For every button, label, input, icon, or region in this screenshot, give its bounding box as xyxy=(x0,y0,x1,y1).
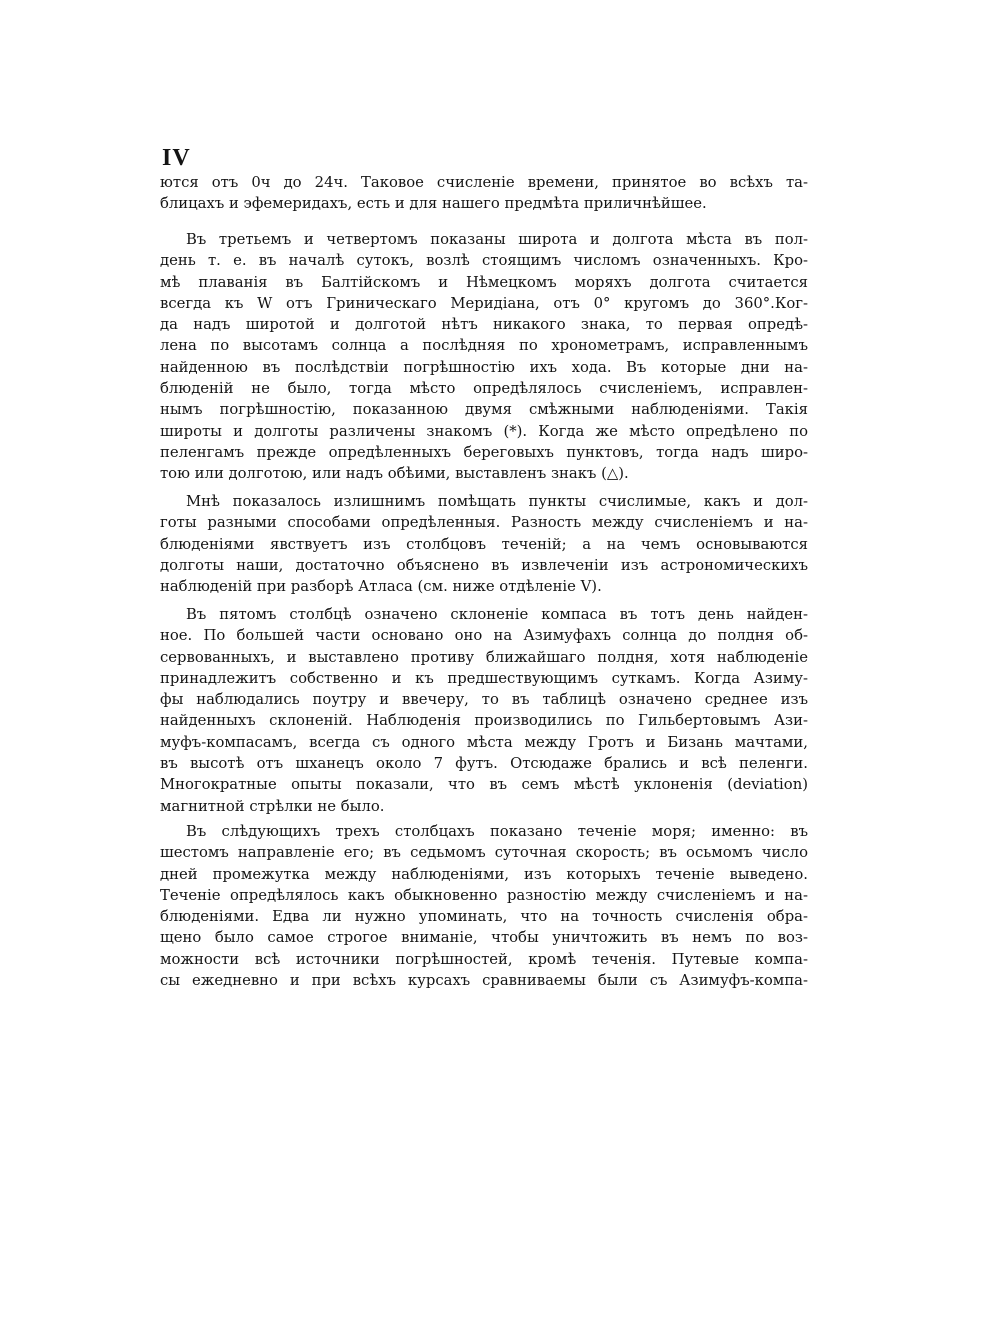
text-line: ются отъ 0ч до 24ч. Таковое счисленіе времени, принятое во всѣхъ та- xyxy=(160,174,808,191)
text-line: всегда къ W отъ Гриническаго Меридіана, отъ 0° кругомъ до 360°.Ког- xyxy=(160,294,808,312)
text-line: да надъ широтой и долготой нѣтъ никакого знака, то первая опредѣ- xyxy=(160,316,808,334)
text-line: найденныхъ склоненій. Наблюденія производились по Гильбертовымъ Ази- xyxy=(160,712,808,730)
text-line: сы ежедневно и при всѣхъ курсахъ сравниваемы были съ Азимуфъ-компа- xyxy=(160,972,808,990)
text-line: магнитной стрѣлки не было. xyxy=(160,797,385,815)
text-line: пеленгамъ прежде опредѣленныхъ береговыхъ пунктовъ, тогда надъ широ- xyxy=(160,443,808,461)
text-line: тою или долготою, или надъ обѣими, выставленъ знакъ (△). xyxy=(160,465,629,483)
text-line: Теченіе опредѣлялось какъ обыкновенно разностію между счисленіемъ и на- xyxy=(160,886,808,904)
text-line: блюденіями явствуетъ изъ столбцовъ теченій; а на чемъ основываются xyxy=(160,535,808,553)
text-line: въ высотѣ отъ шханецъ около 7 футъ. Отсюдаже брались и всѣ пеленги. xyxy=(160,755,808,773)
paragraph-1 xyxy=(160,172,808,215)
text-line: день т. е. въ началѣ сутокъ, возлѣ стоящимъ числомъ означенныхъ. Кро- xyxy=(160,252,808,270)
text-line: Въ пятомъ столбцѣ означено склоненіе компаса въ тотъ день найден- xyxy=(186,606,808,623)
text-line: Въ третьемъ и четвертомъ показаны широта и долгота мѣста въ пол- xyxy=(186,231,808,248)
text-line: мѣ плаванія въ Балтійскомъ и Нѣмецкомъ моряхъ долгота считается xyxy=(160,273,808,291)
text-line: сервованныхъ, и выставлено противу ближайшаго полдня, хотя наблюденіе xyxy=(160,648,808,666)
text-line: можности всѣ источники погрѣшностей, кромѣ теченія. Путевые компа- xyxy=(160,950,808,968)
paragraph-4 xyxy=(160,604,808,817)
text-line: долготы наши, достаточно объяснено въ извлеченіи изъ астрономическихъ xyxy=(160,556,808,574)
text-line: Въ слѣдующихъ трехъ столбцахъ показано теченіе моря; именно: въ xyxy=(186,823,808,840)
text-line: щено было самое строгое вниманіе, чтобы уничтожить въ немъ по воз- xyxy=(160,929,808,947)
text-line: дней промежутка между наблюденіями, изъ которыхъ теченіе выведено. xyxy=(160,865,808,883)
text-line: фы наблюдались поутру и ввечеру, то въ таблицѣ означено среднее изъ xyxy=(160,691,808,709)
paragraph-5 xyxy=(160,821,808,991)
paragraph-2 xyxy=(160,229,808,485)
text-line: широты и долготы различены знакомъ (*). Когда же мѣсто опредѣлено по xyxy=(160,422,808,440)
text-line: блицахъ и эфемеридахъ, есть и для нашего предмѣта приличнѣйшее. xyxy=(160,195,707,213)
text-line: блюденій не было, тогда мѣсто опредѣлялось счисленіемъ, исправлен- xyxy=(160,380,808,398)
text-line: найденною въ послѣдствіи погрѣшностію ихъ хода. Въ которые дни на- xyxy=(160,358,808,376)
text-line: принадлежитъ собственно и къ предшествующимъ суткамъ. Когда Азиму- xyxy=(160,669,808,687)
text-line: муфъ-компасамъ, всегда съ одного мѣста между Гротъ и Бизань мачтами, xyxy=(160,733,808,751)
text-line: готы разными способами опредѣленныя. Разность между счисленіемъ и на- xyxy=(160,514,808,532)
text-line: ное. По большей части основано оно на Азимуфахъ солнца до полдня об- xyxy=(160,627,808,645)
text-line: нымъ погрѣшностію, показанною двумя смѣжными наблюденіями. Такія xyxy=(160,401,808,419)
text-line: Многократные опыты показали, что въ семъ мѣстѣ уклоненія (deviation) xyxy=(160,776,808,794)
text-line: наблюденій при разборѣ Атласа (см. ниже отдѣленіе V). xyxy=(160,578,602,596)
paragraph-3 xyxy=(160,491,808,597)
page-number: IV xyxy=(162,145,191,171)
text-line: лена по высотамъ солнца а послѣдняя по хронометрамъ, исправленнымъ xyxy=(160,337,808,355)
text-line: блюденіями. Едва ли нужно упоминать, что на точность счисленія обра- xyxy=(160,908,808,926)
text-line: шестомъ направленіе его; въ седьмомъ суточная скорость; въ осьмомъ число xyxy=(160,844,808,862)
text-line: Мнѣ показалось излишнимъ помѣщать пункты счислимые, какъ и дол- xyxy=(186,493,808,510)
